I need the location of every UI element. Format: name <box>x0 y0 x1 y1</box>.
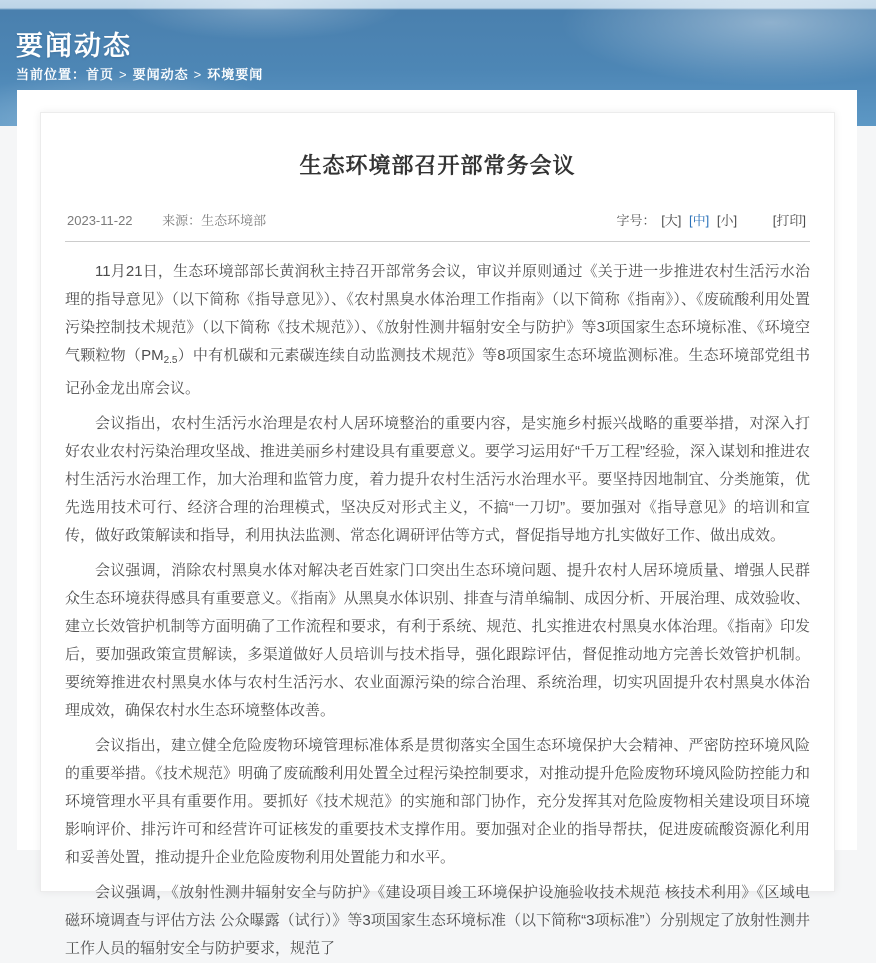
print-button[interactable]: [打印] <box>772 213 806 228</box>
breadcrumb-link-env[interactable]: 环境要闻 <box>207 67 264 82</box>
paragraph-1 <box>65 258 810 403</box>
font-size-medium-button[interactable]: [中] <box>689 213 710 228</box>
breadcrumb <box>16 64 263 83</box>
breadcrumb-link-news[interactable]: 要闻动态 <box>132 67 189 82</box>
article-title: 生态环境部召开部常务会议 <box>299 153 576 178</box>
paragraph-3: 会议强调，消除农村黑臭水体对解决老百姓家门口突出生态环境问题、提升农村人居环境质量、增强人民群众生态环境获得感具有重要意义。《指南》从黑臭水体识别、排查与清单编制、成因分析、开展治理、成效验收、建立长效管护机制等方面明确了工作流程和要求，有利于系统、规范、扎实推进农村黑臭水体治理。《指南》印发后，要加强政策宣贯解读，多渠道做好人员培训与技术指导，强化跟踪评估，督促推动地方完善长效管护机制。要统筹推进农村黑臭水体与农村生活污水、农业面源污染的综合治理、系统治理，切实巩固提升农村黑臭水体治理成效，确保农村水生态环境整体改善。 <box>65 562 810 719</box>
paragraph-1-text: 11月21日，生态环境部部长黄润秋主持召开部常务会议，审议并原则通过《关于进一步推进农村生活污水治理的指导意见》（以下简称《指导意见》）、《农村黑臭水体治理工作指南》（以下简称《指南》）、《废硫酸利用处置污染控制技术规范》（以下简称《技术规范》）、《放射性测井辐射安全与防护》等3项国家生态环境标准、《环境空气颗粒物（PM <box>65 263 810 364</box>
paragraph-5: 会议强调，《放射性测井辐射安全与防护》《建设项目竣工环境保护设施验收技术规范 核技术利用》《区域电磁环境调查与评估方法 公众曝露（试行）》等3项国家生态环境标准（以下简称“3项标准”）分别规定了放射性测井工作人员的辐射安全与防护要求，规范了 <box>65 884 810 957</box>
article-card <box>40 112 835 957</box>
pm25-subscript: 2.5 <box>163 355 178 366</box>
main-panel <box>17 90 857 957</box>
font-size-label: 字号： <box>616 213 656 228</box>
paragraph-4: 会议指出，建立健全危险废物环境管理标准体系是贯彻落实全国生态环境保护大会精神、严密防控环境风险的重要举措。《技术规范》明确了废硫酸利用处置全过程污染控制要求，对推动提升危险废物环境风险防控能力和环境管理水平具有重要作用。要抓好《技术规范》的实施和部门协作，充分发挥其对危险废物相关建设项目环境影响评价、排污许可和经营许可证核发的重要技术支撑作用。要加强对企业的指导帮扶，促进废硫酸资源化利用和妥善处置，推动提升企业危险废物利用处置能力和水平。 <box>65 737 810 866</box>
meta-left <box>67 210 266 229</box>
paragraph-1-text-end: ）中有机碳和元素碳连续自动监测技术规范》等8项国家生态环境监测标准。生态环境部党组书记孙金龙出席会议。 <box>65 347 810 397</box>
breadcrumb-separator: > <box>193 67 203 82</box>
breadcrumb-label: 当前位置： <box>16 67 87 82</box>
font-size-small-button[interactable]: [小] <box>716 213 738 228</box>
article-source: 来源：生态环境部 <box>162 213 267 228</box>
meta-row <box>65 210 810 242</box>
font-size-large-button[interactable]: [大] <box>661 213 682 228</box>
breadcrumb-separator: > <box>119 67 128 82</box>
page-title: 要闻动态 <box>16 31 132 61</box>
article-date: 2023-11-22 <box>67 213 133 228</box>
article-body <box>65 242 810 963</box>
breadcrumb-link-home[interactable]: 首页 <box>86 67 115 82</box>
font-size-controls <box>617 210 808 229</box>
paragraph-2: 会议指出，农村生活污水治理是农村人居环境整治的重要内容，是实施乡村振兴战略的重要举措，对深入打好农业农村污染治理攻坚战、推进美丽乡村建设具有重要意义。要学习运用好“千万工程”经验，深入谋划和推进农村生活污水治理工作，加大治理和监管力度，着力提升农村生活污水治理水平。要坚持因地制宜、分类施策，优先选用技术可行、经济合理的治理模式，坚决反对形式主义，不搞“一刀切”。要加强对《指导意见》的培训和宣传，做好政策解读和指导，利用执法监测、常态化调研评估等方式，督促指导地方扎实做好工作、做出成效。 <box>65 415 810 544</box>
